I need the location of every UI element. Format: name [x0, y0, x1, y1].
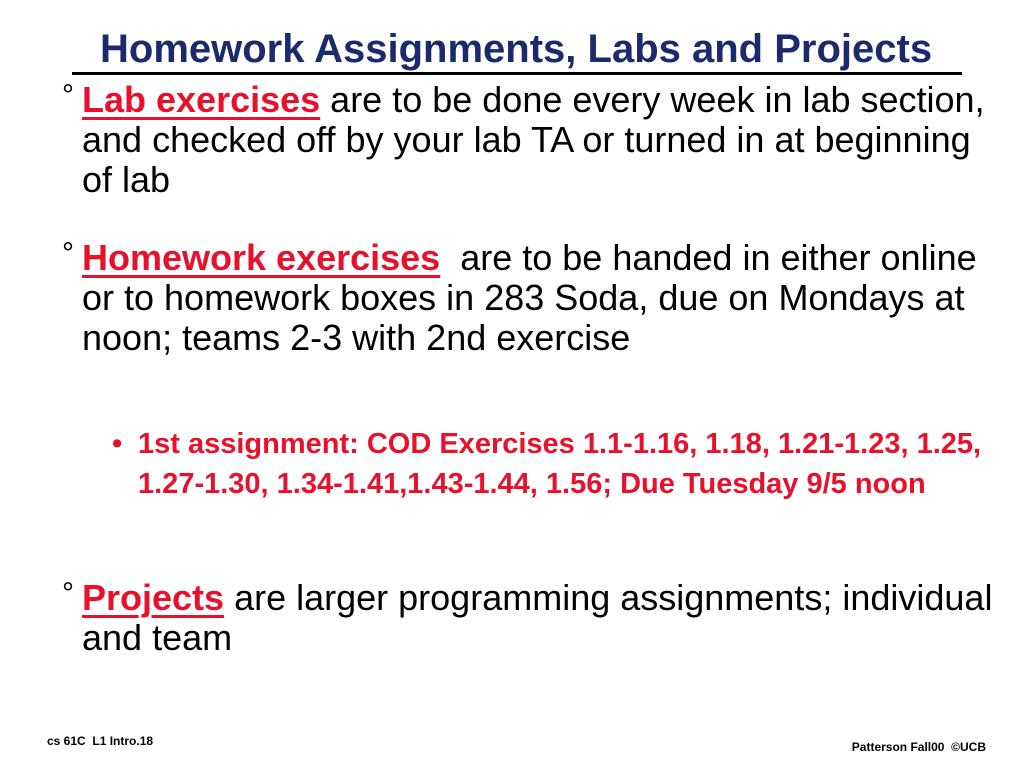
footer-course-label: cs 61C L1 Intro.18	[47, 734, 154, 748]
title-underline-rule	[72, 72, 962, 75]
sub-bullet-text: 1st assignment: COD Exercises 1.1-1.16, 1.18, 1.21-1.23, 1.25, 1.27-1.30, 1.34-1.41,1.43-1.44, 1.56; Due Tuesday 9/5 noon	[138, 428, 982, 500]
bullet-text	[82, 238, 1007, 358]
footer-copyright: Patterson Fall00 ©UCB	[851, 740, 986, 754]
bullet-projects	[62, 578, 1007, 658]
term-lab-exercises: Lab exercises	[82, 79, 321, 120]
term-projects: Projects	[82, 577, 225, 618]
bullet-text	[82, 578, 1007, 658]
sub-bullet-first-assignment	[112, 424, 992, 504]
bullet-body: are to be handed in either online or to homework boxes in 283 Soda, due on Mondays at noon; teams 2-3 with 2nd exercise	[82, 237, 987, 358]
bullet-text	[82, 80, 1007, 200]
bullet-marker: °	[62, 577, 74, 610]
bullet-lab-exercises	[62, 80, 1007, 200]
term-homework-exercises: Homework exercises	[82, 237, 441, 278]
sub-bullet-marker: •	[112, 428, 123, 460]
slide-title: Homework Assignments, Labs and Projects	[100, 27, 933, 71]
bullet-marker: °	[62, 237, 74, 270]
bullet-body: are to be done every week in lab section, and checked off by your lab TA or turned in at beginning of lab	[82, 79, 985, 200]
bullet-marker: °	[62, 79, 74, 112]
bullet-body: are larger programming assignments; individual and team	[82, 577, 993, 658]
bullet-homework-exercises	[62, 238, 1007, 358]
